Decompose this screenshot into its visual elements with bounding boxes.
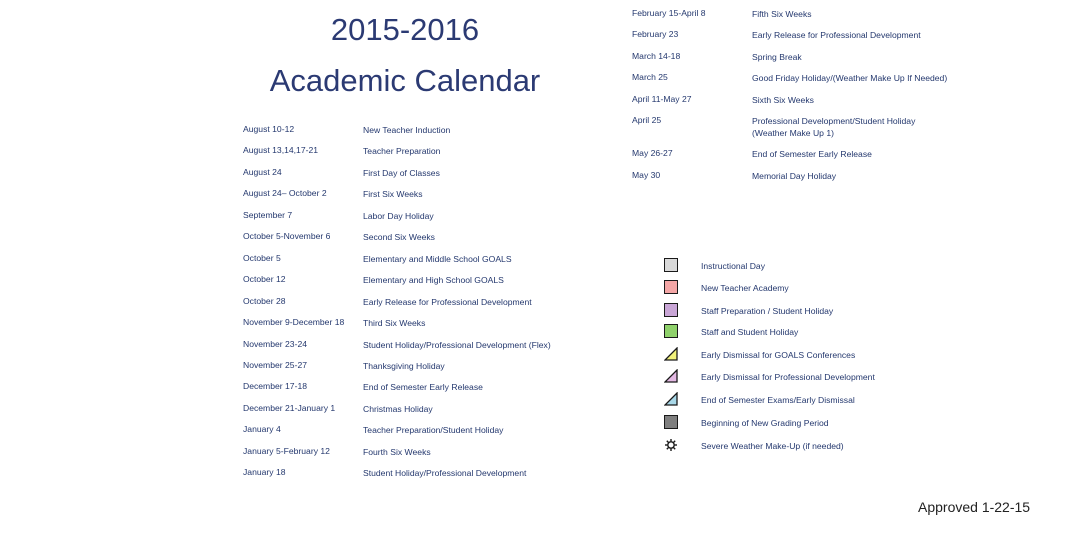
event-date: April 11-May 27 — [632, 94, 692, 104]
event-date: January 18 — [243, 467, 286, 477]
event-date: November 9-December 18 — [243, 317, 345, 327]
event-date: November 25-27 — [243, 360, 308, 370]
event-description: Sixth Six Weeks — [752, 95, 814, 105]
legend-label: Instructional Day — [701, 261, 766, 271]
event-description: Memorial Day Holiday — [752, 171, 837, 181]
event-description: First Six Weeks — [363, 189, 423, 199]
sun-icon — [664, 438, 678, 452]
event-description: Elementary and Middle School GOALS — [363, 254, 512, 264]
legend-label: Early Dismissal for Professional Development — [701, 372, 875, 382]
event-description: Student Holiday/Professional Development — [363, 468, 527, 478]
event-description: Teacher Preparation — [363, 146, 441, 156]
event-date: October 12 — [243, 274, 286, 284]
event-date: February 15-April 8 — [632, 8, 706, 18]
event-date: April 25 — [632, 115, 662, 125]
event-date: December 21-January 1 — [243, 403, 336, 413]
event-description: Professional Development/Student Holiday (Weather Make Up 1) — [752, 116, 916, 138]
event-date: March 25 — [632, 72, 668, 82]
event-date: August 24 — [243, 167, 282, 177]
event-date: January 5-February 12 — [243, 446, 330, 456]
event-description: Thanksgiving Holiday — [363, 361, 445, 371]
event-description: End of Semester Early Release — [752, 149, 872, 159]
event-description: Early Release for Professional Development — [752, 30, 921, 40]
event-date: March 14-18 — [632, 51, 681, 61]
event-description: End of Semester Early Release — [363, 382, 483, 392]
legend-label: New Teacher Academy — [701, 283, 789, 293]
event-description: Teacher Preparation/Student Holiday — [363, 425, 504, 435]
page-title: Academic Calendar — [269, 63, 541, 98]
event-description: Spring Break — [752, 52, 802, 62]
square-swatch-icon — [664, 280, 678, 294]
event-date: September 7 — [243, 210, 293, 220]
event-description: Student Holiday/Professional Development (Flex) — [363, 340, 551, 350]
event-description: Good Friday Holiday/(Weather Make Up If Needed) — [752, 73, 948, 83]
event-description: Labor Day Holiday — [363, 211, 434, 221]
event-description: Early Release for Professional Development — [363, 297, 532, 307]
event-date: August 24– October 2 — [243, 188, 327, 198]
legend-label: Early Dismissal for GOALS Conferences — [701, 350, 856, 360]
event-description: New Teacher Induction — [363, 125, 451, 135]
event-description: Second Six Weeks — [363, 232, 435, 242]
page-year: 2015-2016 — [330, 12, 480, 47]
event-description: Christmas Holiday — [363, 404, 433, 414]
triangle-swatch-icon — [664, 347, 678, 361]
event-date: October 5 — [243, 253, 281, 263]
legend-label: Staff Preparation / Student Holiday — [701, 306, 834, 316]
event-date: February 23 — [632, 29, 679, 39]
legend-label: End of Semester Exams/Early Dismissal — [701, 395, 855, 405]
event-date: August 13,14,17-21 — [243, 145, 319, 155]
event-description: Fifth Six Weeks — [752, 9, 812, 19]
triangle-swatch-icon — [664, 392, 678, 406]
event-date: August 10-12 — [243, 124, 295, 134]
triangle-swatch-icon — [664, 369, 678, 383]
event-description: First Day of Classes — [363, 168, 440, 178]
event-description: Elementary and High School GOALS — [363, 275, 504, 285]
event-description: Fourth Six Weeks — [363, 447, 431, 457]
square-swatch-icon — [664, 303, 678, 317]
event-description: Third Six Weeks — [363, 318, 426, 328]
event-date: October 28 — [243, 296, 286, 306]
square-swatch-icon — [664, 324, 678, 338]
event-date: May 26-27 — [632, 148, 673, 158]
event-date: January 4 — [243, 424, 281, 434]
event-date: December 17-18 — [243, 381, 308, 391]
event-date: May 30 — [632, 170, 661, 180]
legend-label: Beginning of New Grading Period — [701, 418, 829, 428]
event-date: October 5-November 6 — [243, 231, 331, 241]
event-date: November 23-24 — [243, 339, 308, 349]
approval-note: Approved 1-22-15 — [918, 499, 1031, 515]
square-swatch-icon — [664, 415, 678, 429]
square-swatch-icon — [664, 258, 678, 272]
legend-label: Severe Weather Make-Up (if needed) — [701, 441, 844, 451]
legend-label: Staff and Student Holiday — [701, 327, 799, 337]
